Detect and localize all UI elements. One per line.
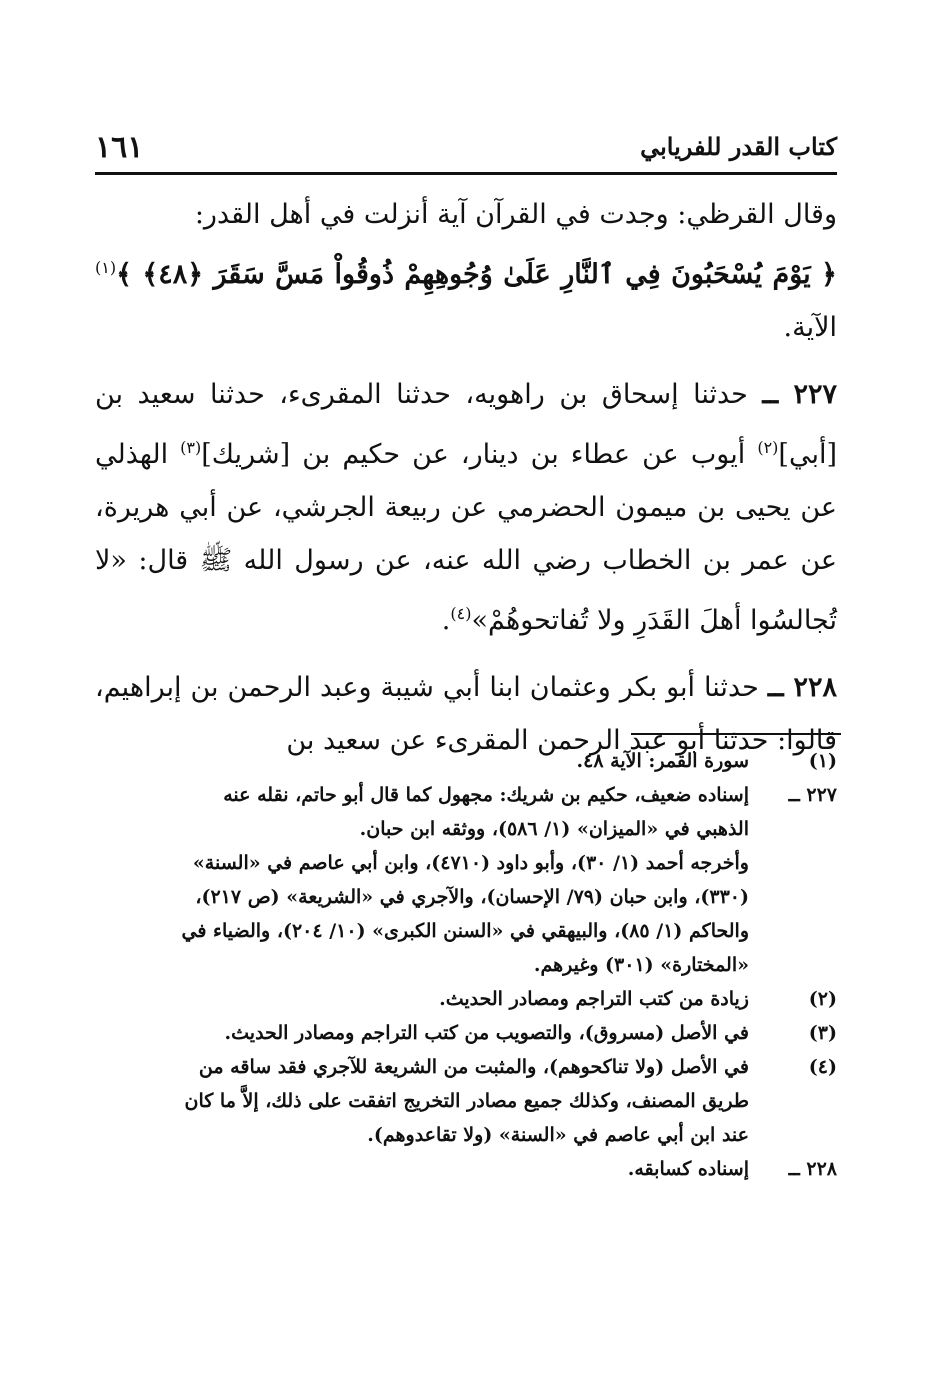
hadith-227	[95, 368, 837, 647]
footnote-2-text: زيادة من كتب التراجم ومصادر الحديث.	[439, 988, 749, 1010]
hadith-227-part-b: أيوب عن عطاء بن دينار، عن حكيم بن [شريك]	[201, 439, 746, 470]
footnote-227-line-2: الذهبي في «الميزان» (١/ ٥٨٦)، ووثقه ابن حبان.	[359, 818, 749, 840]
footnote-1	[95, 744, 837, 778]
hadith-227-end: .	[441, 605, 451, 636]
intro-line: وقال القرظي: وجدت في القرآن آية أنزلت في أهل القدر:	[194, 199, 837, 230]
footnote-227-line-3: وأخرجه أحمد (١/ ٣٠)، وأبو داود (٤٧١٠)، وابن أبي عاصم في «السنة»	[192, 852, 749, 874]
hadith-number-228: ٢٢٨ ــ	[767, 672, 837, 703]
footnote-2-mark: (٢)	[808, 988, 837, 1010]
footnote-ref-2: (٢)	[757, 438, 779, 457]
page-header	[95, 128, 837, 175]
footnote-227-line-4: (٣٣٠)، وابن حبان (٧٩/ الإحسان)، والآجري في «الشريعة» (ص ٢١٧)،	[195, 886, 749, 908]
footnote-1-mark: (١)	[808, 750, 837, 772]
footnote-227-mark: ٢٢٧ ــ	[788, 784, 837, 806]
footnote-3	[95, 1016, 837, 1050]
footnote-4	[95, 1050, 837, 1152]
hadith-227-part-c: الهذلي عن يحيى بن ميمون الحضرمي عن ربيعة الجرشي، عن أبي هريرة، عن عمر بن الخطاب رضي الله عنه، عن رسول الله ﷺ قال: «لا تُجالسُوا أهلَ القَدَرِ ولا تُفاتحوهُمْ»	[95, 439, 837, 636]
footnote-227-line-6: «المختارة» (٣٠١) وغيرهم.	[533, 954, 749, 976]
footnote-4-body	[95, 1050, 749, 1152]
footnote-ref-3: (٣)	[180, 438, 202, 457]
footnote-227-line-5: والحاكم (١/ ٨٥)، والبيهقي في «السنن الكبرى» (١٠/ ٢٠٤)، والضياء في	[181, 920, 749, 942]
footnote-2	[95, 982, 837, 1016]
footnote-4-line-1: في الأصل (ولا تناكحوهم)، والمثبت من الشريعة للآجري فقد ساقه من	[198, 1056, 749, 1078]
main-text	[95, 188, 837, 767]
hadith-228-text: حدثنا أبو بكر وعثمان ابنا أبي شيبة وعبد الرحمن بن إبراهيم، قالوا: حدثنا أبو عبد الرحمن المقرىء عن سعيد بن	[95, 672, 837, 756]
book-title: كتاب القدر للفريابي	[640, 132, 837, 161]
footnote-ref-4: (٤)	[450, 604, 472, 623]
footnote-228-text: إسناده كسابقه.	[627, 1158, 749, 1180]
footnote-separator	[631, 733, 841, 735]
hadith-number-227: ٢٢٧ ــ	[762, 379, 837, 410]
intro-paragraph	[95, 188, 837, 354]
page-number: ١٦١	[95, 130, 144, 165]
footnote-227-line-1: إسناده ضعيف، حكيم بن شريك: مجهول كما قال أبو حاتم، نقله عنه	[223, 784, 749, 806]
footnote-227	[95, 778, 837, 982]
footnote-4-mark: (٤)	[808, 1056, 837, 1078]
footnote-228	[95, 1152, 837, 1186]
verse-tail: الآية.	[783, 312, 837, 343]
footnote-227-body	[95, 778, 749, 982]
footnote-ref-1: (١)	[95, 258, 117, 277]
hadith-227-part-a: حدثنا إسحاق بن راهويه، حدثنا المقرىء، حدثنا سعيد بن [أبي]	[95, 379, 837, 470]
footnote-228-mark: ٢٢٨ ــ	[788, 1158, 837, 1180]
footnote-3-mark: (٣)	[808, 1022, 837, 1044]
quran-verse: ﴿ يَوْمَ يُسْحَبُونَ فِي ٱلنَّارِ عَلَىٰ وُجُوهِهِمْ ذُوقُواْ مَسَّ سَقَرَ ﴿٤٨﴾ ﴾	[116, 259, 837, 290]
footnote-1-text: سورة القمر: الآية ٤٨.	[576, 750, 749, 772]
footnotes	[95, 744, 837, 1186]
footnote-3-text: في الأصل (مسروق)، والتصويب من كتب التراجم ومصادر الحديث.	[224, 1022, 749, 1044]
footnote-4-line-3: عند ابن أبي عاصم في «السنة» (ولا تقاعدوهم).	[367, 1124, 749, 1146]
footnote-4-line-2: طريق المصنف، وكذلك جميع مصادر التخريج اتفقت على ذلك، إلاَّ ما كان	[184, 1090, 749, 1112]
